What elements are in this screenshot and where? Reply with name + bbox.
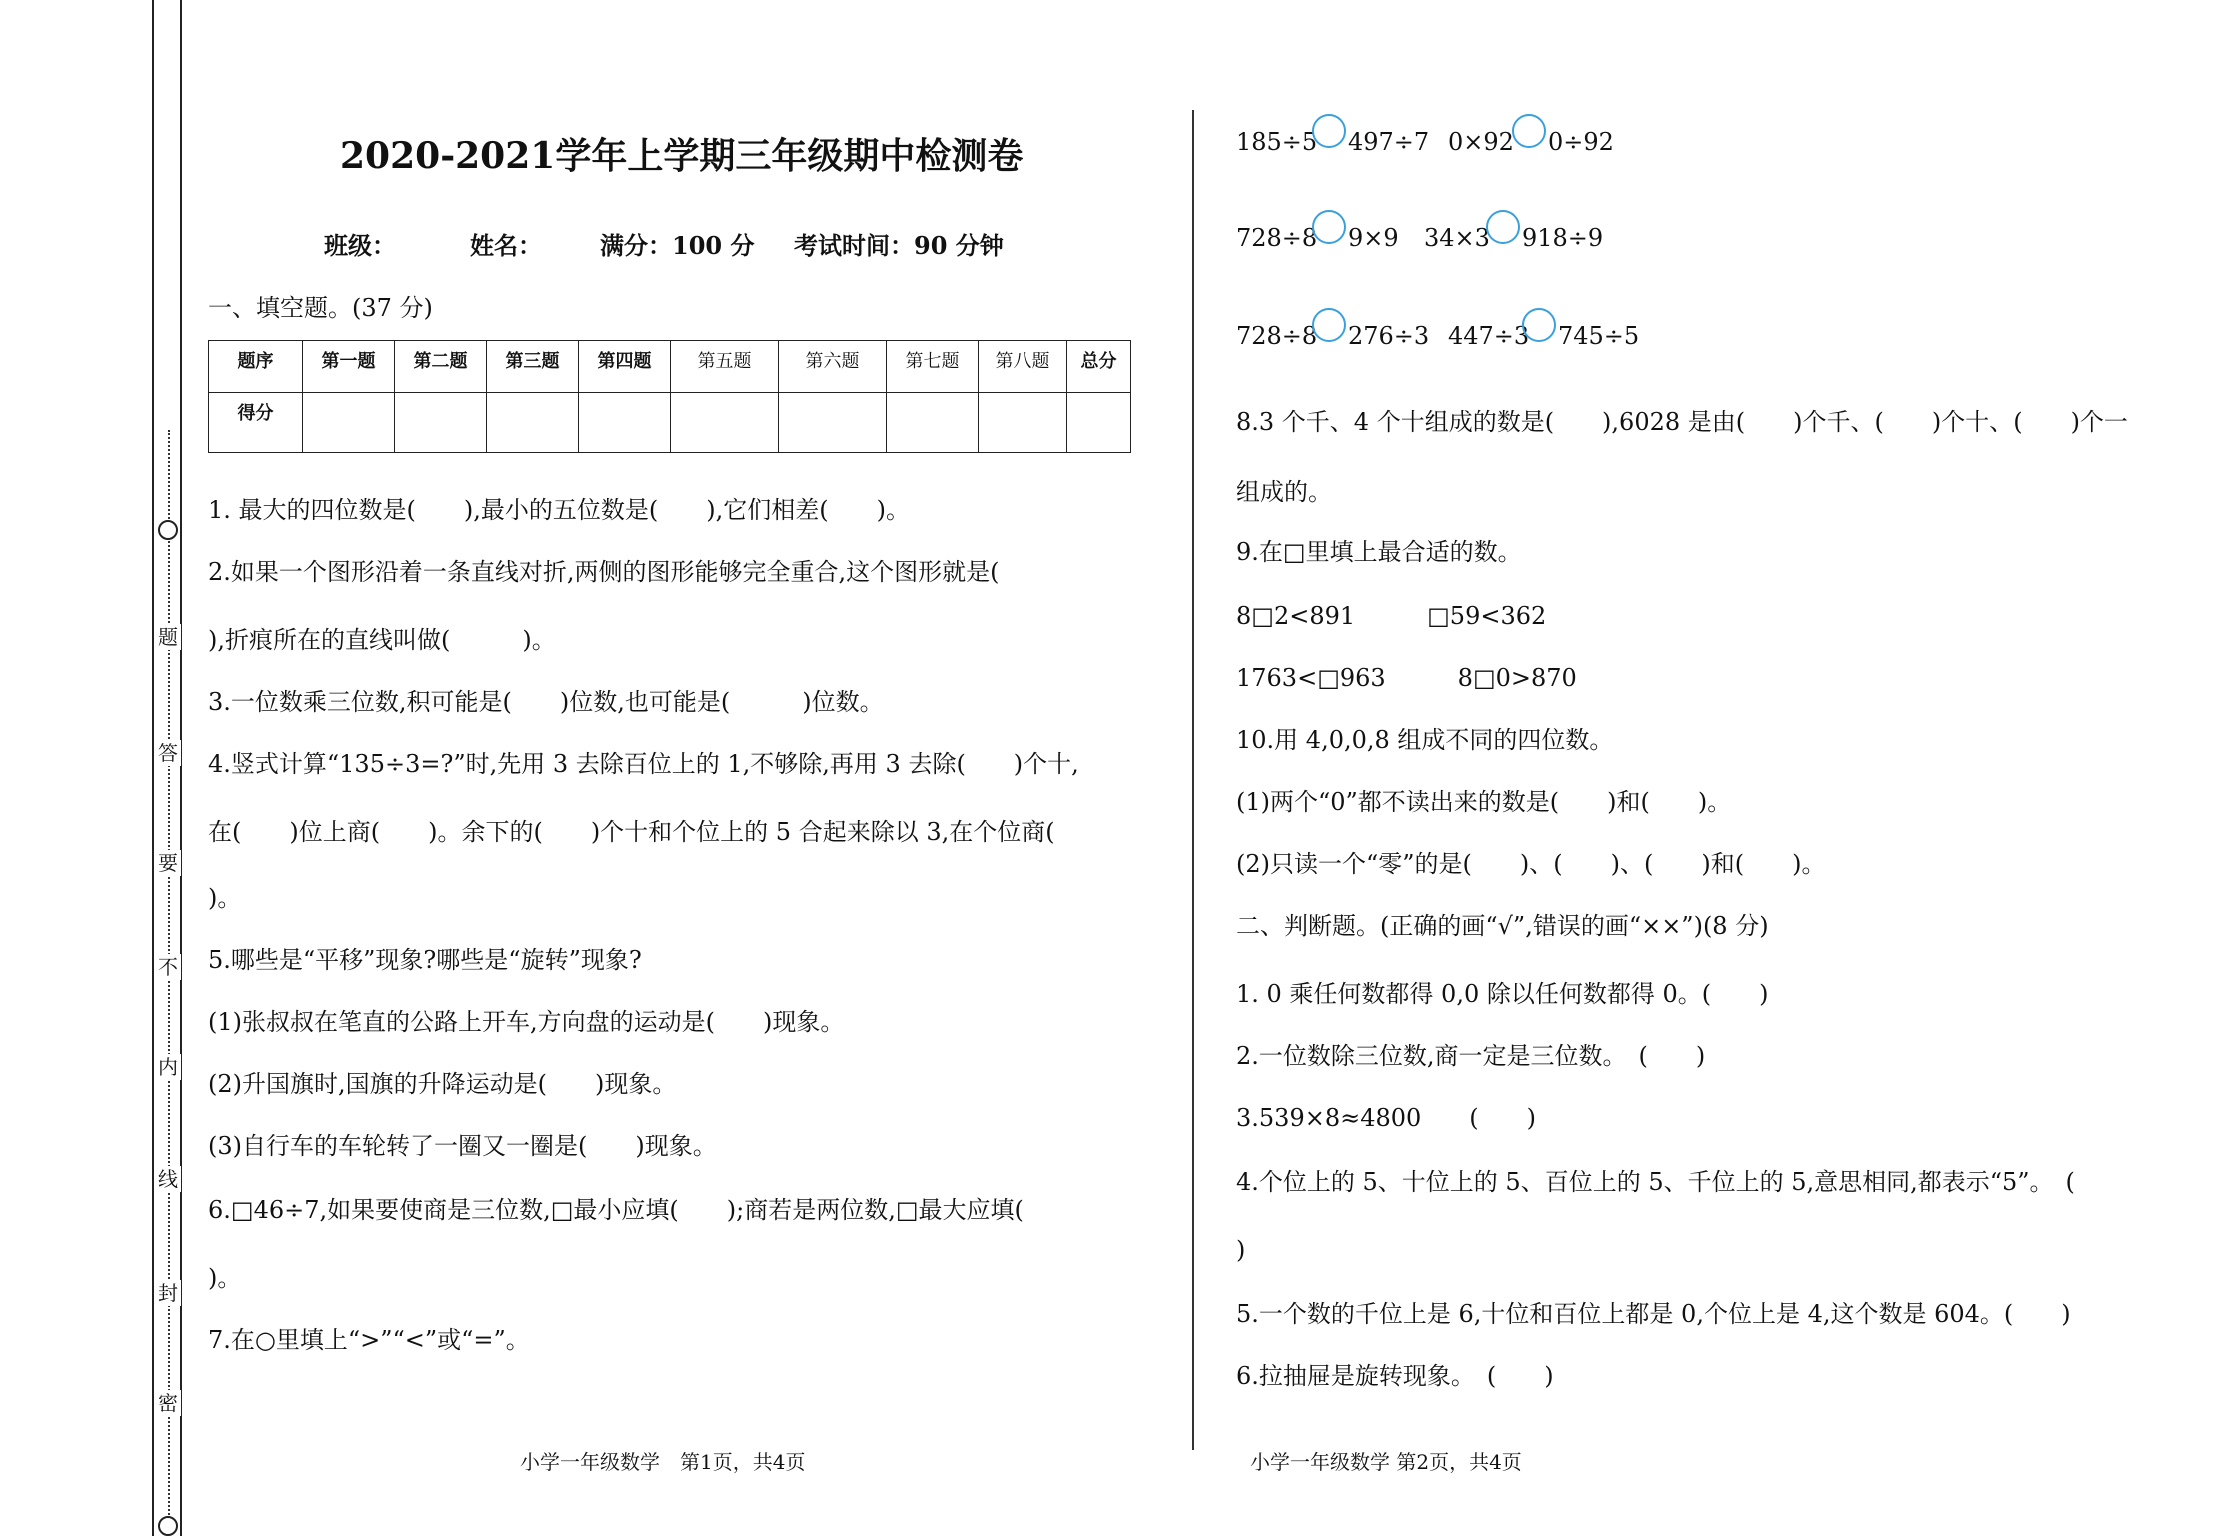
judge-item: 6.拉抽屉是旋转现象。 ( ) — [1236, 1362, 1554, 1390]
page-title: 2020-2021学年上学期三年级期中检测卷 — [340, 135, 1024, 177]
score-cell[interactable] — [395, 393, 487, 453]
question-line: 8□2<891 □59<362 — [1236, 602, 1547, 630]
class-label: 班级： — [324, 231, 396, 260]
compare-expr: 447÷3 — [1448, 322, 1530, 350]
compare-expr: 9×9 — [1348, 224, 1399, 252]
compare-expr: 276÷3 — [1348, 322, 1430, 350]
binding-circle-bottom — [158, 1516, 178, 1536]
question-line: 2.如果一个图形沿着一条直线对折,两侧的图形能够完全重合,这个图形就是( — [208, 558, 1000, 586]
page-divider — [1192, 110, 1194, 1450]
section1-heading: 一、填空题。(37 分) — [208, 294, 433, 322]
footer-right: 小学一年级数学 第2页，共4页 — [1250, 1450, 1522, 1474]
compare-expr: 185÷5 — [1236, 128, 1318, 156]
binding-char: 答 — [155, 740, 181, 766]
judge-item: 5.一个数的千位上是 6,十位和百位上都是 0,个位上是 4,这个数是 604。( ) — [1236, 1300, 2071, 1328]
compare-expr: 497÷7 — [1348, 128, 1430, 156]
binding-char: 题 — [155, 624, 181, 650]
question-line: )。 — [208, 884, 242, 912]
question-line: 3.一位数乘三位数,积可能是( )位数,也可能是( )位数。 — [208, 688, 884, 716]
compare-circle[interactable] — [1486, 210, 1520, 244]
score-cell[interactable] — [779, 393, 887, 453]
score-table-score-row — [209, 393, 1131, 453]
question-line: (1)张叔叔在笔直的公路上开车,方向盘的运动是( )现象。 — [208, 1008, 845, 1036]
section2-heading: 二、判断题。(正确的画“√”,错误的画“××”)(8 分) — [1236, 912, 1769, 940]
compare-circle[interactable] — [1312, 308, 1346, 342]
question-line: 在( )位上商( )。余下的( )个十和个位上的 5 合起来除以 3,在个位商( — [208, 818, 1055, 846]
judge-item: 4.个位上的 5、十位上的 5、百位上的 5、千位上的 5,意思相同,都表示“5”。 ( — [1236, 1168, 2075, 1196]
question-line: 8.3 个千、4 个十组成的数是( ),6028 是由( )个千、( )个十、( )个一 — [1236, 408, 2128, 436]
compare-circle[interactable] — [1522, 308, 1556, 342]
question-line: 1. 最大的四位数是( ),最小的五位数是( ),它们相差( )。 — [208, 496, 910, 524]
compare-expr: 728÷8 — [1236, 224, 1318, 252]
compare-circle[interactable] — [1512, 114, 1546, 148]
judge-item: 3.539×8≈4800 ( ) — [1236, 1104, 1536, 1132]
score-cell[interactable] — [487, 393, 579, 453]
table-cell: 第六题 — [779, 341, 887, 393]
question-line: )。 — [208, 1264, 242, 1292]
binding-dotted-line — [168, 430, 170, 1530]
question-line: 9.在□里填上最合适的数。 — [1236, 538, 1522, 566]
compare-expr: 918÷9 — [1522, 224, 1604, 252]
question-line: 10.用 4,0,0,8 组成不同的四位数。 — [1236, 726, 1614, 754]
score-cell[interactable] — [671, 393, 779, 453]
question-line: (3)自行车的车轮转了一圈又一圈是( )现象。 — [208, 1132, 717, 1160]
question-line: 7.在○里填上“>”“<”或“=”。 — [208, 1326, 530, 1354]
name-label: 姓名： — [470, 231, 542, 260]
compare-expr: 745÷5 — [1558, 322, 1640, 350]
compare-expr: 0÷92 — [1548, 128, 1614, 156]
table-cell: 第四题 — [579, 341, 671, 393]
table-cell: 第三题 — [487, 341, 579, 393]
question-line: 5.哪些是“平移”现象?哪些是“旋转”现象? — [208, 946, 642, 974]
binding-char: 线 — [155, 1166, 181, 1192]
full-score: 满分：100 分 — [600, 231, 755, 260]
judge-item: ) — [1236, 1236, 1246, 1264]
score-cell[interactable] — [579, 393, 671, 453]
table-cell: 题序 — [209, 341, 303, 393]
binding-char: 封 — [155, 1280, 181, 1306]
question-line: 4.竖式计算“135÷3=?”时,先用 3 去除百位上的 1,不够除,再用 3 去除( )个十, — [208, 750, 1079, 778]
compare-expr: 34×3 — [1424, 224, 1490, 252]
question-line: 组成的。 — [1236, 478, 1332, 506]
question-line: 6.□46÷7,如果要使商是三位数,□最小应填( );商若是两位数,□最大应填( — [208, 1196, 1024, 1224]
question-line: (2)只读一个“零”的是( )、( )、( )和( )。 — [1236, 850, 1826, 878]
compare-expr: 728÷8 — [1236, 322, 1318, 350]
exam-time: 考试时间：90 分钟 — [794, 231, 1004, 260]
compare-expr: 0×92 — [1448, 128, 1514, 156]
table-cell: 得分 — [209, 393, 303, 453]
score-cell[interactable] — [979, 393, 1067, 453]
table-cell: 第一题 — [303, 341, 395, 393]
table-cell: 第二题 — [395, 341, 487, 393]
score-cell[interactable] — [1067, 393, 1131, 453]
question-line: (2)升国旗时,国旗的升降运动是( )现象。 — [208, 1070, 677, 1098]
question-line: ),折痕所在的直线叫做( )。 — [208, 626, 556, 654]
table-cell: 总分 — [1067, 341, 1131, 393]
score-cell[interactable] — [303, 393, 395, 453]
score-table — [208, 340, 1131, 453]
binding-char: 要 — [155, 850, 181, 876]
score-cell[interactable] — [887, 393, 979, 453]
binding-char: 内 — [155, 1054, 181, 1080]
binding-char: 密 — [155, 1390, 181, 1416]
compare-circle[interactable] — [1312, 114, 1346, 148]
footer-left: 小学一年级数学 第1页，共4页 — [520, 1450, 806, 1474]
judge-item: 2.一位数除三位数,商一定是三位数。 ( ) — [1236, 1042, 1706, 1070]
question-line: (1)两个“0”都不读出来的数是( )和( )。 — [1236, 788, 1732, 816]
binding-char: 不 — [155, 954, 181, 980]
judge-item: 1. 0 乘任何数都得 0,0 除以任何数都得 0。( ) — [1236, 980, 1769, 1008]
question-line: 1763<□963 8□0>870 — [1236, 664, 1577, 692]
score-table-header-row — [209, 341, 1131, 393]
table-cell: 第五题 — [671, 341, 779, 393]
compare-circle[interactable] — [1312, 210, 1346, 244]
table-cell: 第八题 — [979, 341, 1067, 393]
binding-circle-top — [158, 520, 178, 540]
table-cell: 第七题 — [887, 341, 979, 393]
